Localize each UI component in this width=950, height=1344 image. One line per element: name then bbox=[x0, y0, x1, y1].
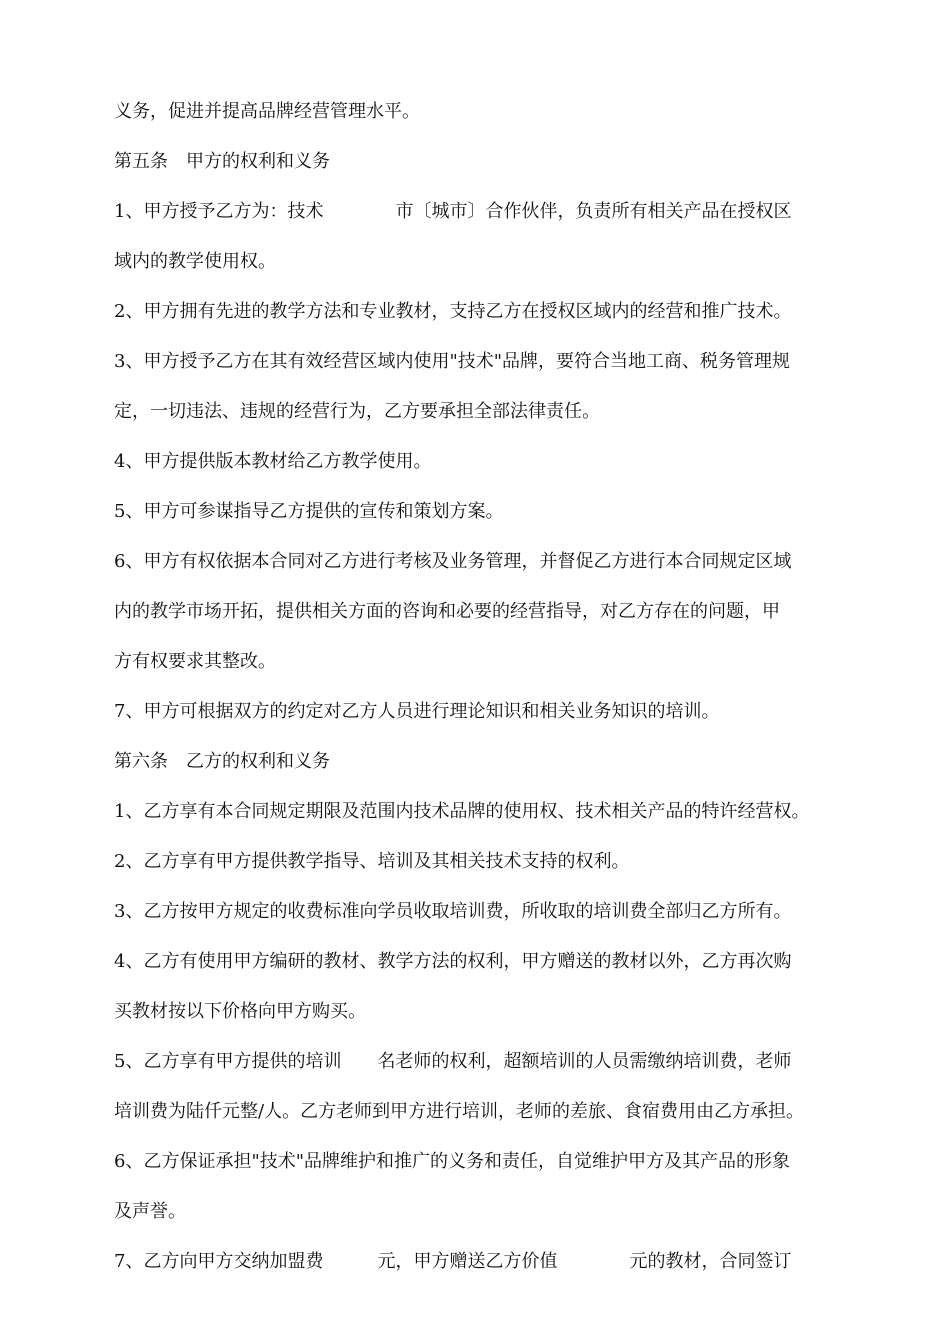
text-line: 7、乙方向甲方交纳加盟费 元，甲方赠送乙方价值 元的教材，合同签订 bbox=[114, 1251, 792, 1272]
text-line: 买教材按以下价格向甲方购买。 bbox=[114, 1001, 366, 1022]
text-line: 定，一切违法、违规的经营行为，乙方要承担全部法律责任。 bbox=[114, 401, 600, 422]
section-heading-article-6: 第六条 乙方的权利和义务 bbox=[114, 751, 330, 772]
text-line: 及声誉。 bbox=[114, 1201, 186, 1222]
text-line: 1、甲方授予乙方为：技术 市〔城市〕合作伙伴，负责所有相关产品在授权区 bbox=[114, 201, 792, 222]
text-line: 培训费为陆仟元整/人。乙方老师到甲方进行培训，老师的差旅、食宿费用由乙方承担。 bbox=[114, 1101, 805, 1122]
text-line: 6、甲方有权依据本合同对乙方进行考核及业务管理，并督促乙方进行本合同规定区域 bbox=[114, 551, 792, 572]
text-line: 2、甲方拥有先进的教学方法和专业教材，支持乙方在授权区域内的经营和推广技术。 bbox=[114, 301, 792, 322]
text-line: 2、乙方享有甲方提供教学指导、培训及其相关技术支持的权利。 bbox=[114, 851, 630, 872]
text-line: 6、乙方保证承担"技术"品牌维护和推广的义务和责任，自觉维护甲方及其产品的形象 bbox=[114, 1151, 791, 1172]
text-line: 域内的教学使用权。 bbox=[114, 251, 276, 272]
text-line: 方有权要求其整改。 bbox=[114, 651, 276, 672]
text-line: 4、乙方有使用甲方编研的教材、教学方法的权利，甲方赠送的教材以外，乙方再次购 bbox=[114, 951, 792, 972]
text-line: 5、乙方享有甲方提供的培训 名老师的权利，超额培训的人员需缴纳培训费，老师 bbox=[114, 1051, 792, 1072]
text-line: 7、甲方可根据双方的约定对乙方人员进行理论知识和相关业务知识的培训。 bbox=[114, 701, 720, 722]
text-line: 义务，促进并提高品牌经营管理水平。 bbox=[114, 101, 420, 122]
section-heading-article-5: 第五条 甲方的权利和义务 bbox=[114, 151, 330, 172]
text-line: 4、甲方提供版本教材给乙方教学使用。 bbox=[114, 451, 432, 472]
text-line: 3、甲方授予乙方在其有效经营区域内使用"技术"品牌，要符合当地工商、税务管理规 bbox=[114, 351, 791, 372]
text-line: 5、甲方可参谋指导乙方提供的宣传和策划方案。 bbox=[114, 501, 504, 522]
text-line: 3、乙方按甲方规定的收费标准向学员收取培训费，所收取的培训费全部归乙方所有。 bbox=[114, 901, 792, 922]
text-line: 内的教学市场开拓，提供相关方面的咨询和必要的经营指导，对乙方存在的问题，甲 bbox=[114, 601, 780, 622]
text-line: 1、乙方享有本合同规定期限及范围内技术品牌的使用权、技术相关产品的特许经营权。 bbox=[114, 801, 810, 822]
